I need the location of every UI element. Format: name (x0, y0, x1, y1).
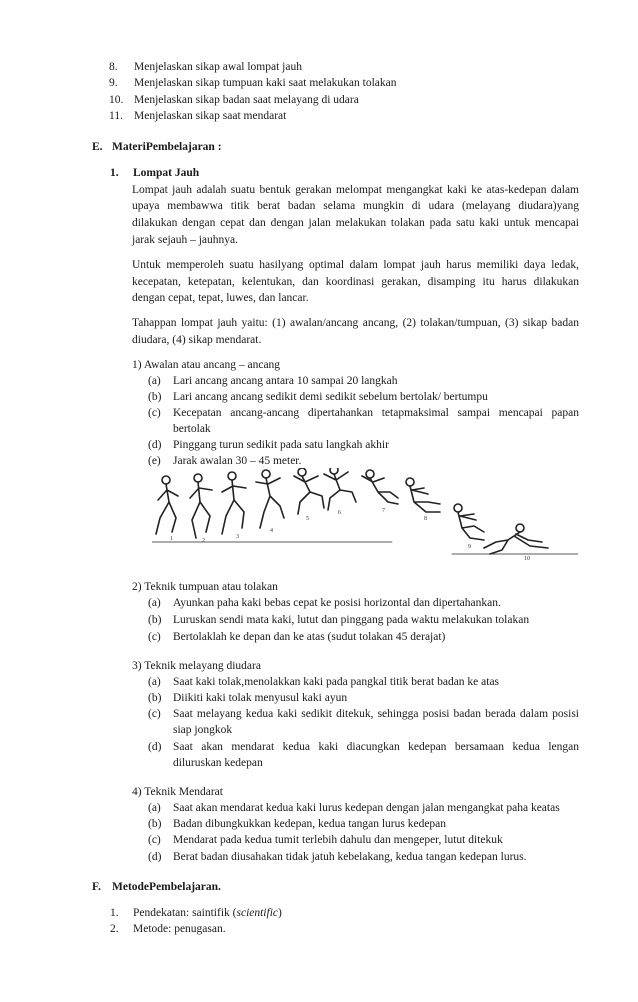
list-item: Diikiti kaki tolak menyusul kaki ayun (173, 692, 348, 704)
list-item: Badan dibungkukkan kedepan, kedua tangan lurus kedepan (173, 818, 447, 830)
figure-number: 6 (338, 510, 341, 516)
long-jump-sequence-illustration (152, 468, 578, 560)
figure-number: 7 (382, 508, 385, 514)
list-number: 9. (109, 77, 118, 89)
subsection-number: 1. (110, 167, 119, 179)
paragraph-line: Lompat jauh adalah suatu bentuk gerakan melompat mengangkat kaki ke atas-kedepan dalam (132, 184, 579, 196)
list-item-text: Pendekatan: saintifik ( (133, 907, 237, 919)
paragraph-line: kecepatan, ketepatan, kelentukan, dan koordinasi gerakan, disamping itu harus dilakukan (132, 276, 579, 288)
list-item: Lari ancang ancang antara 10 sampai 20 langkah (173, 375, 398, 387)
list-item: Jarak awalan 30 – 45 meter. (173, 455, 302, 467)
paragraph-line: jarak sejauh – jauhnya. (132, 234, 239, 246)
list-marker: (a) (148, 375, 161, 387)
list-item-text: ) (278, 907, 282, 919)
list-marker: (a) (148, 802, 161, 814)
list-marker: (c) (148, 631, 161, 643)
list-heading: 4) Teknik Mendarat (132, 786, 223, 798)
list-number: 10. (109, 94, 124, 106)
list-marker: (e) (148, 455, 161, 467)
list-marker: (a) (148, 676, 161, 688)
paragraph-line: Untuk memperoleh suatu hasilyang optimal dalam lompat jauh harus memiliki daya ledak, (132, 259, 579, 271)
list-marker: (b) (148, 692, 162, 704)
list-item-continuation: bertolak (173, 423, 211, 435)
paragraph-line: dengan cepat, tepat, luwes, dan lancar. (132, 292, 309, 304)
list-item: Pinggang turun sedikit pada satu langkah akhir (173, 439, 389, 451)
list-number: 11. (109, 110, 123, 122)
list-item: Mendarat pada kedua tumit terlebih dahulu dan mengeper, lutut ditekuk (173, 834, 503, 846)
list-marker: (a) (148, 597, 161, 609)
subsection-title: Lompat Jauh (133, 167, 200, 179)
list-item-continuation: siap jongkok (173, 724, 233, 736)
figure-number: 9 (468, 544, 471, 550)
list-item-emphasis: scientific (236, 907, 278, 919)
paragraph-line: diudara, (4) sikap mendarat. (132, 334, 262, 346)
list-heading: 1) Awalan atau ancang – ancang (132, 359, 281, 371)
paragraph-line: dilakukan dengan cepat dan dengan jalan melakukan tolakan pada satu kaki untuk mencapai (132, 217, 579, 229)
figure-number: 8 (424, 516, 427, 522)
list-item: Bertolaklah ke depan dan ke atas (sudut tolakan 45 derajat) (173, 631, 446, 643)
list-number: 2. (110, 923, 119, 935)
figure-number: 1 (170, 536, 173, 542)
list-marker: (c) (148, 834, 161, 846)
list-marker: (c) (148, 708, 161, 720)
paragraph-line: upaya membawwa titik berat badan selama mungkin di udara (melayang diudara)yang (132, 200, 579, 212)
figure-number: 3 (236, 534, 239, 540)
list-marker: (d) (148, 851, 162, 863)
list-item: Ayunkan paha kaki bebas cepat ke posisi horizontal dan dipertahankan. (173, 597, 501, 609)
list-item-continuation: diluruskan kedepan (173, 757, 263, 769)
list-item: Kecepatan ancang-ancang dipertahankan tetapmaksimal sampai mencapai papan (173, 407, 579, 419)
section-f-title: MetodePembelajaran. (112, 881, 221, 893)
list-item: Menjelaskan sikap tumpuan kaki saat melakukan tolakan (134, 77, 397, 89)
list-heading: 3) Teknik melayang diudara (132, 660, 261, 672)
list-item: Metode: penugasan. (133, 923, 226, 935)
list-item: Saat melayang kedua kaki sedikit ditekuk, sehingga posisi badan berada dalam posisi (173, 708, 579, 720)
list-marker: (c) (148, 407, 161, 419)
list-item: Saat akan mendarat kedua kaki lurus kedepan dengan jalan mengangkat paha keatas (173, 802, 560, 814)
list-heading: 2) Teknik tumpuan atau tolakan (132, 581, 278, 593)
list-marker: (d) (148, 741, 162, 753)
list-item: Berat badan diusahakan tidak jatuh kebelakang, kedua tangan kedepan lurus. (173, 851, 527, 863)
list-marker: (b) (148, 614, 162, 626)
list-marker: (b) (148, 391, 162, 403)
list-marker: (b) (148, 818, 162, 830)
list-item: Lari ancang ancang sedikit demi sedikit sebelum bertolak/ bertumpu (173, 391, 488, 403)
section-e-title: MateriPembelajaran : (112, 141, 222, 153)
list-item: Luruskan sendi mata kaki, lutut dan pinggang pada waktu melakukan tolakan (173, 614, 530, 626)
figure-number: 4 (270, 528, 273, 534)
list-marker: (d) (148, 439, 162, 451)
figure-number: 2 (202, 538, 205, 544)
list-item: Menjelaskan sikap saat mendarat (134, 110, 287, 122)
section-f-label: F. (92, 881, 101, 893)
list-item: Saat kaki tolak,menolakkan kaki pada pangkal titik berat badan ke atas (173, 676, 500, 688)
list-item: Menjelaskan sikap badan saat melayang di udara (134, 94, 359, 106)
list-number: 1. (110, 907, 119, 919)
figure-number: 5 (306, 516, 309, 522)
list-number: 8. (109, 61, 118, 73)
list-item: Menjelaskan sikap awal lompat jauh (134, 61, 302, 73)
section-e-label: E. (92, 141, 103, 153)
figure-number: 10 (524, 556, 530, 560)
list-item: Saat akan mendarat kedua kaki diacungkan kedepan bersamaan kedua lengan (173, 741, 579, 753)
paragraph-line: Tahappan lompat jauh yaitu: (1) awalan/ancang ancang, (2) tolakan/tumpuan, (3) sikap badan (132, 317, 579, 329)
